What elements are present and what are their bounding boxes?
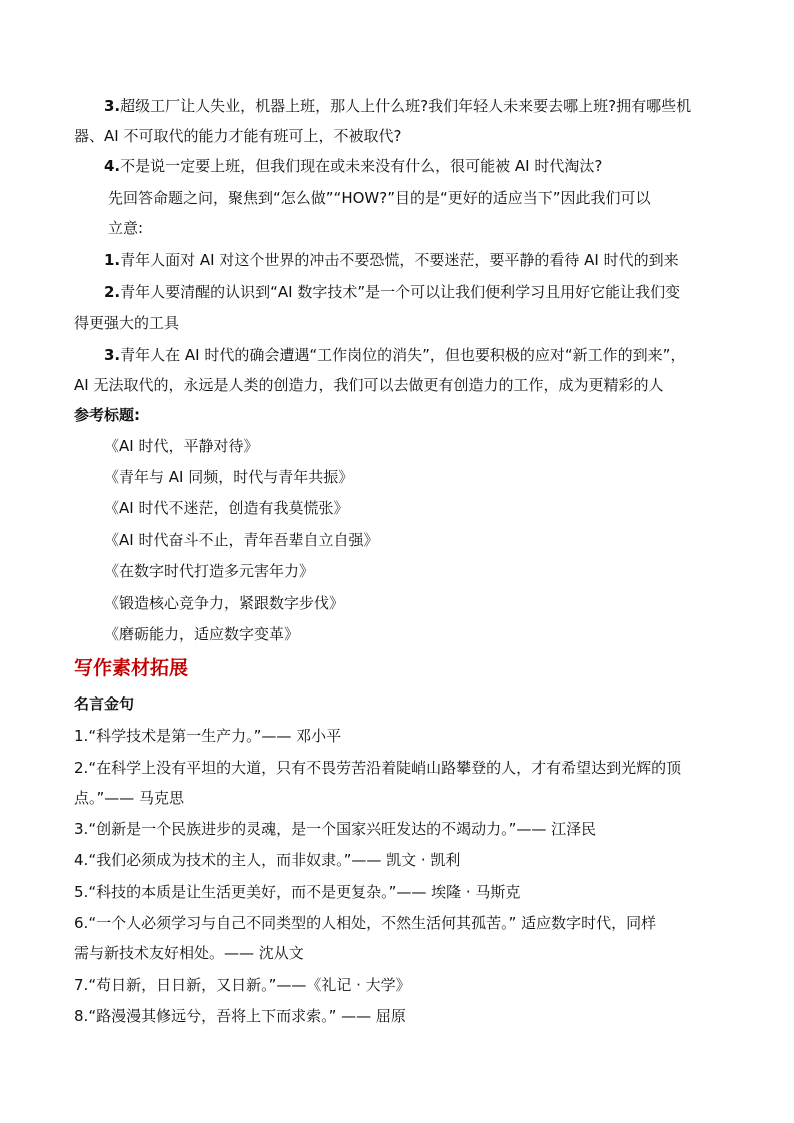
quote-text: “我们必须成为技术的主人，而非奴隶。”—— 凯文 · 凯利 bbox=[88, 851, 461, 869]
point-1-text: 青年人面对 AI 对这个世界的冲击不要恐慌，不要迷茫，要平静的看待 AI 时代的到来 bbox=[120, 251, 679, 269]
title-item: 《AI 时代，平静对待》 bbox=[104, 437, 259, 455]
title-item: 《在数字时代打造多元害年力》 bbox=[104, 562, 315, 580]
quote-number: 7. bbox=[74, 976, 89, 994]
question-4-number: 4. bbox=[104, 157, 121, 175]
quote-text: “苟日新，日日新，又日新。”——《礼记 · 大学》 bbox=[88, 976, 411, 994]
title-item: 《AI 时代不迷茫，创造有我莫慌张》 bbox=[104, 499, 349, 517]
quote-text: “科技的本质是让生活更美好，而不是更复杂。”—— 埃隆 · 马斯克 bbox=[88, 883, 521, 901]
question-4-line-1 bbox=[104, 156, 602, 176]
point-1-line-1 bbox=[104, 250, 679, 270]
title-item: 《磨砺能力，适应数字变革》 bbox=[104, 625, 300, 643]
point-2-number: 2. bbox=[104, 283, 121, 301]
quote-text: “一个人必须学习与自己不同类型的人相处，不然生活何其孤苦。” 适应数字时代，同样 bbox=[88, 914, 657, 932]
title-item: 《锻造核心竞争力，紧跟数字步伐》 bbox=[104, 594, 345, 612]
quote-number: 3. bbox=[74, 820, 89, 838]
quote-text: “创新是一个民族进步的灵魂，是一个国家兴旺发达的不竭动力。”—— 江泽民 bbox=[88, 820, 597, 838]
quote-1 bbox=[74, 726, 341, 746]
intro-line-1: 先回答命题之问，聚焦到“怎么做”“HOW?”目的是“更好的适应当下”因此我们可以 bbox=[108, 189, 651, 207]
quote-text: “路漫漫其修远兮，吾将上下而求索。” —— 屈原 bbox=[88, 1007, 406, 1025]
quote-6-line-1 bbox=[74, 913, 656, 933]
titles-heading: 参考标题: bbox=[74, 406, 140, 424]
quote-3 bbox=[74, 819, 596, 839]
point-1-number: 1. bbox=[104, 251, 121, 269]
quote-number: 1. bbox=[74, 727, 89, 745]
title-item: 《AI 时代奋斗不止，青年吾辈自立自强》 bbox=[104, 531, 379, 549]
quote-number: 6. bbox=[74, 914, 89, 932]
quote-4 bbox=[74, 850, 460, 870]
quote-8 bbox=[74, 1006, 406, 1026]
point-3-line-1 bbox=[104, 345, 685, 365]
quote-number: 8. bbox=[74, 1007, 89, 1025]
point-2-line-2: 得更强大的工具 bbox=[74, 314, 180, 332]
quote-number: 5. bbox=[74, 883, 89, 901]
quote-2-line-2: 点。”—— 马克思 bbox=[74, 789, 185, 807]
question-3-text: 超级工厂让人失业，机器上班，那人上什么班?我们年轻人未来要去哪上班?拥有哪些机 bbox=[120, 97, 692, 115]
title-item: 《青年与 AI 同频，时代与青年共振》 bbox=[104, 468, 354, 486]
quote-6-line-2: 需与新技术友好相处。—— 沈从文 bbox=[74, 944, 304, 962]
quote-5 bbox=[74, 882, 520, 902]
point-3-line-2: AI 无法取代的，永远是人类的创造力，我们可以去做更有创造力的工作，成为更精彩的人 bbox=[74, 376, 664, 394]
quote-2-line-1 bbox=[74, 758, 681, 778]
question-3-number: 3. bbox=[104, 97, 121, 115]
quote-text: “科学技术是第一生产力。”—— 邓小平 bbox=[88, 727, 342, 745]
quote-number: 2. bbox=[74, 759, 89, 777]
question-3-line-1 bbox=[104, 96, 691, 116]
question-4-text: 不是说一定要上班，但我们现在或未来没有什么，很可能被 AI 时代淘汰? bbox=[120, 157, 603, 175]
quote-7 bbox=[74, 975, 411, 995]
point-3-text: 青年人在 AI 时代的确会遭遇“工作岗位的消失”，但也要积极的应对“新工作的到来”， bbox=[120, 346, 686, 364]
point-3-number: 3. bbox=[104, 346, 121, 364]
quote-text: “在科学上没有平坦的大道，只有不畏劳苦沿着陡峭山路攀登的人，才有希望达到光辉的顶 bbox=[88, 759, 682, 777]
intro-line-2: 立意: bbox=[108, 219, 144, 237]
point-2-text: 青年人要清醒的认识到“AI 数字技术”是一个可以让我们便利学习且用好它能让我们变 bbox=[120, 283, 681, 301]
section-heading: 写作素材拓展 bbox=[74, 657, 189, 679]
quote-number: 4. bbox=[74, 851, 89, 869]
point-2-line-1 bbox=[104, 282, 680, 302]
quotes-heading: 名言金句 bbox=[74, 695, 135, 713]
question-3-line-2: 器、AI 不可取代的能力才能有班可上，不被取代? bbox=[74, 127, 402, 145]
